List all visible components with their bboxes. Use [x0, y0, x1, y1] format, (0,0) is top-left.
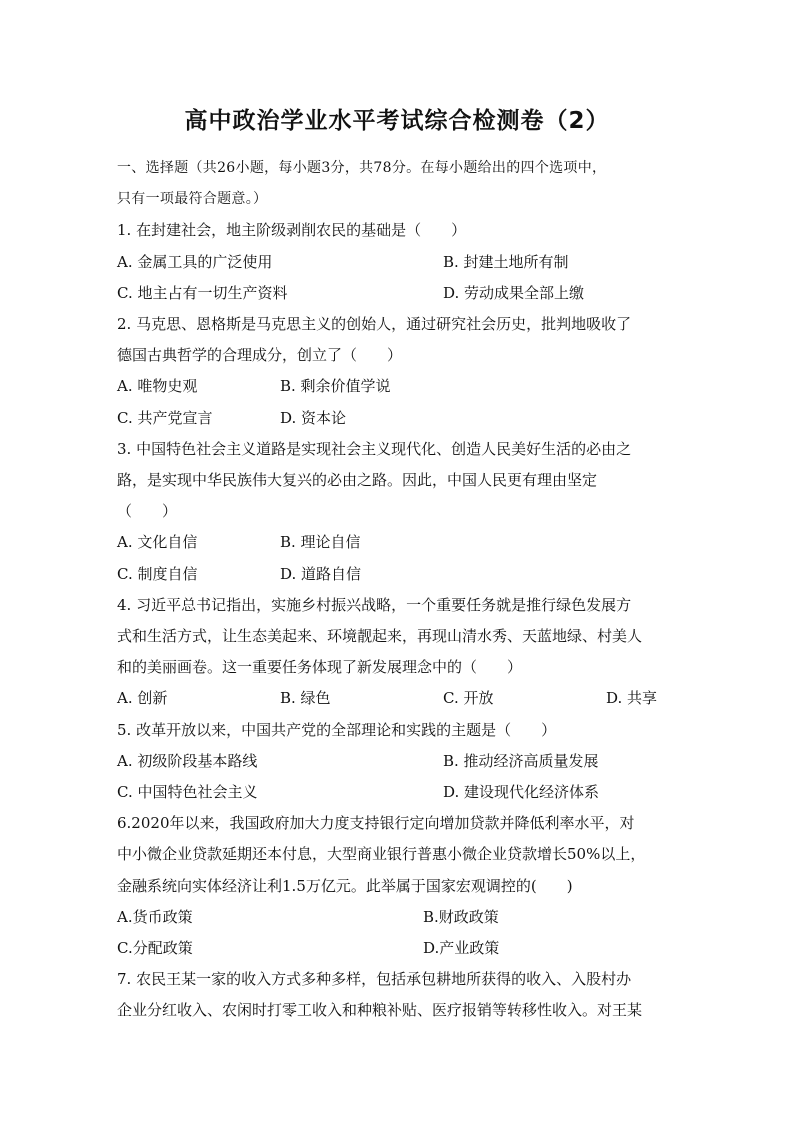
- option-b: B. 剩余价值学说: [280, 377, 391, 396]
- options-row: [117, 527, 682, 558]
- option-b: B.财政政策: [423, 907, 499, 926]
- option-a: A. 初级阶段基本路线: [117, 751, 258, 770]
- question-stem: 金融系统向实体经济让利1.5万亿元。此举属于国家宏观调控的( ): [117, 876, 573, 895]
- options-row: [117, 278, 682, 309]
- option-d: D. 共享: [606, 689, 658, 708]
- options-row: [117, 683, 682, 714]
- question-stem: 6.2020年以来，我国政府加大力度支持银行定向增加贷款并降低利率水平，对: [117, 814, 635, 833]
- question-stem: （ ）: [117, 502, 178, 521]
- option-b: B. 推动经济高质量发展: [443, 751, 599, 770]
- option-c: C. 共产党宣言: [117, 408, 213, 427]
- options-row: [117, 247, 682, 278]
- option-c: C. 中国特色社会主义: [117, 783, 258, 802]
- question-3: [117, 434, 682, 590]
- options-row: [117, 559, 682, 590]
- option-c: C. 开放: [443, 689, 494, 708]
- option-c: C. 地主占有一切生产资料: [117, 283, 288, 302]
- options-row: [117, 403, 682, 434]
- question-stem: 1. 在封建社会，地主阶级剥削农民的基础是（ ）: [117, 221, 467, 240]
- options-row: [117, 746, 682, 777]
- option-d: D. 建设现代化经济体系: [443, 783, 600, 802]
- question-stem: 3. 中国特色社会主义道路是实现社会主义现代化、创造人民美好生活的必由之: [117, 439, 632, 458]
- options-row: [117, 933, 682, 964]
- option-b: B. 理论自信: [280, 533, 361, 552]
- options-row: [117, 902, 682, 933]
- question-6: [117, 808, 682, 964]
- question-stem: 中小微企业贷款延期还本付息，大型商业银行普惠小微企业贷款增长50%以上，: [117, 845, 646, 864]
- option-a: A. 唯物史观: [117, 377, 198, 396]
- question-stem: 和的美丽画卷。这一重要任务体现了新发展理念中的（ ）: [117, 658, 523, 677]
- page-title: 高中政治学业水平考试综合检测卷（2）: [184, 108, 610, 134]
- option-a: A. 金属工具的广泛使用: [117, 252, 273, 271]
- question-5: [117, 715, 682, 809]
- question-stem: 企业分红收入、农闲时打零工收入和种粮补贴、医疗报销等转移性收入。对王某: [117, 1001, 643, 1020]
- section-instructions: 一、选择题（共26小题，每小题3分，共78分。在每小题给出的四个选项中，: [117, 160, 607, 176]
- option-a: A. 创新: [117, 689, 168, 708]
- option-c: C. 制度自信: [117, 564, 198, 583]
- question-stem: 式和生活方式，让生态美起来、环境靓起来，再现山清水秀、天蓝地绿、村美人: [117, 627, 643, 646]
- option-d: D. 道路自信: [280, 564, 362, 583]
- options-row: [117, 777, 682, 808]
- question-1: [117, 215, 682, 309]
- option-a: A.货币政策: [117, 907, 193, 926]
- option-b: B. 封建土地所有制: [443, 252, 569, 271]
- question-7: [117, 964, 682, 1026]
- option-d: D. 劳动成果全部上缴: [443, 283, 585, 302]
- exam-content: [117, 153, 682, 1027]
- option-d: D. 资本论: [280, 408, 347, 427]
- section-instructions: 只有一项最符合题意。）: [117, 191, 268, 208]
- question-2: [117, 309, 682, 434]
- option-a: A. 文化自信: [117, 533, 198, 552]
- question-stem: 德国古典哲学的合理成分，创立了（ ）: [117, 346, 403, 365]
- option-c: C.分配政策: [117, 939, 193, 958]
- question-4: [117, 590, 682, 715]
- option-d: D.产业政策: [423, 939, 500, 958]
- option-b: B. 绿色: [280, 689, 331, 708]
- question-stem: 7. 农民王某一家的收入方式多种多样，包括承包耕地所获得的收入、入股村办: [117, 970, 632, 989]
- question-stem: 路，是实现中华民族伟大复兴的必由之路。因此，中国人民更有理由坚定: [117, 471, 598, 490]
- question-stem: 5. 改革开放以来，中国共产党的全部理论和实践的主题是（ ）: [117, 720, 557, 739]
- question-stem: 4. 习近平总书记指出，实施乡村振兴战略，一个重要任务就是推行绿色发展方: [117, 595, 632, 614]
- question-stem: 2. 马克思、恩格斯是马克思主义的创始人，通过研究社会历史，批判地吸收了: [117, 315, 632, 334]
- options-row: [117, 371, 682, 402]
